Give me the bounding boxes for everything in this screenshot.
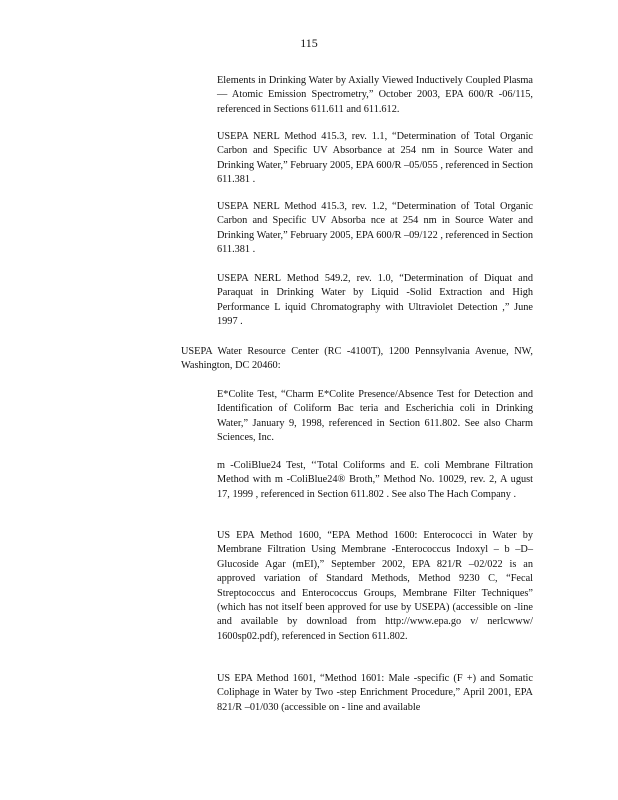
reference-paragraph: US EPA Method 1601, “Method 1601: Male -specific (F +) and Somatic Coliphage in Water by Two -step Enrichment Procedure,” April 2001, EPA 821/R –01/030 (accessible on - line and available	[217, 673, 533, 713]
address-paragraph: USEPA Water Resource Center (RC -4100T), 1200 Pennsylvania Avenue, NW, Washington, DC 20460:	[181, 346, 533, 372]
reference-paragraph: USEPA NERL Method 415.3, rev. 1.2, “Determination of Total Organic Carbon and Specific UV Absorba nce at 254 nm in Source Water and Drinking Water,” February 2005, EPA 600/R –09/122 , referenced in Section 611.381 .	[217, 201, 533, 256]
reference-paragraph: Elements in Drinking Water by Axially Viewed Inductively Coupled Plasma — Atomic Emission Spectrometry,” October 2003, EPA 600/R -06/115, referenced in Sections 611.611 and 611.612.	[217, 75, 533, 115]
reference-paragraph: USEPA NERL Method 549.2, rev. 1.0, “Determination of Diquat and Paraquat in Drinking Water by Liquid -Solid Extraction and High Performance L iquid Chromatography with Ultraviolet Detection ,” June 1997 .	[217, 273, 533, 328]
reference-paragraph: USEPA NERL Method 415.3, rev. 1.1, “Determination of Total Organic Carbon and Specific UV Absorbance at 254 nm in Source Water and Drinking Water,” February 2005, EPA 600/R –05/055 , referenced in Section 611.381 .	[217, 131, 533, 186]
page-number: 115	[300, 36, 318, 50]
reference-paragraph: E*Colite Test, “Charm E*Colite Presence/Absence Test for Detection and Identification of Coliform Bac teria and Escherichia coli in Drinking Water,” January 9, 1998, referenced in Section 611.802. See also Charm Sciences, Inc.	[217, 389, 533, 444]
reference-paragraph: US EPA Method 1600, “EPA Method 1600: Enterococci in Water by Membrane Filtration Using Membrane -Enterococcus Indoxyl – b –D–Glucoside Agar (mEI),” September 2002, EPA 821/R –02/022 is an approved variation of Standard Methods, Method 9230 C, “Fecal Streptococcus and Enterococcus Groups, Membrane Filter Techniques” (which has not itself been approved for use by USEPA) (accessible on -line and available by download from http://www.epa.go v/ nerlcwww/ 1600sp02.pdf), referenced in Section 611.802.	[217, 530, 533, 642]
reference-paragraph: m -ColiBlue24 Test, ‘‘Total Coliforms and E. coli Membrane Filtration Method with m -ColiBlue24® Broth,” Method No. 10029, rev. 2, A ugust 17, 1999 , referenced in Section 611.802 . See also The Hach Company .	[217, 460, 533, 500]
